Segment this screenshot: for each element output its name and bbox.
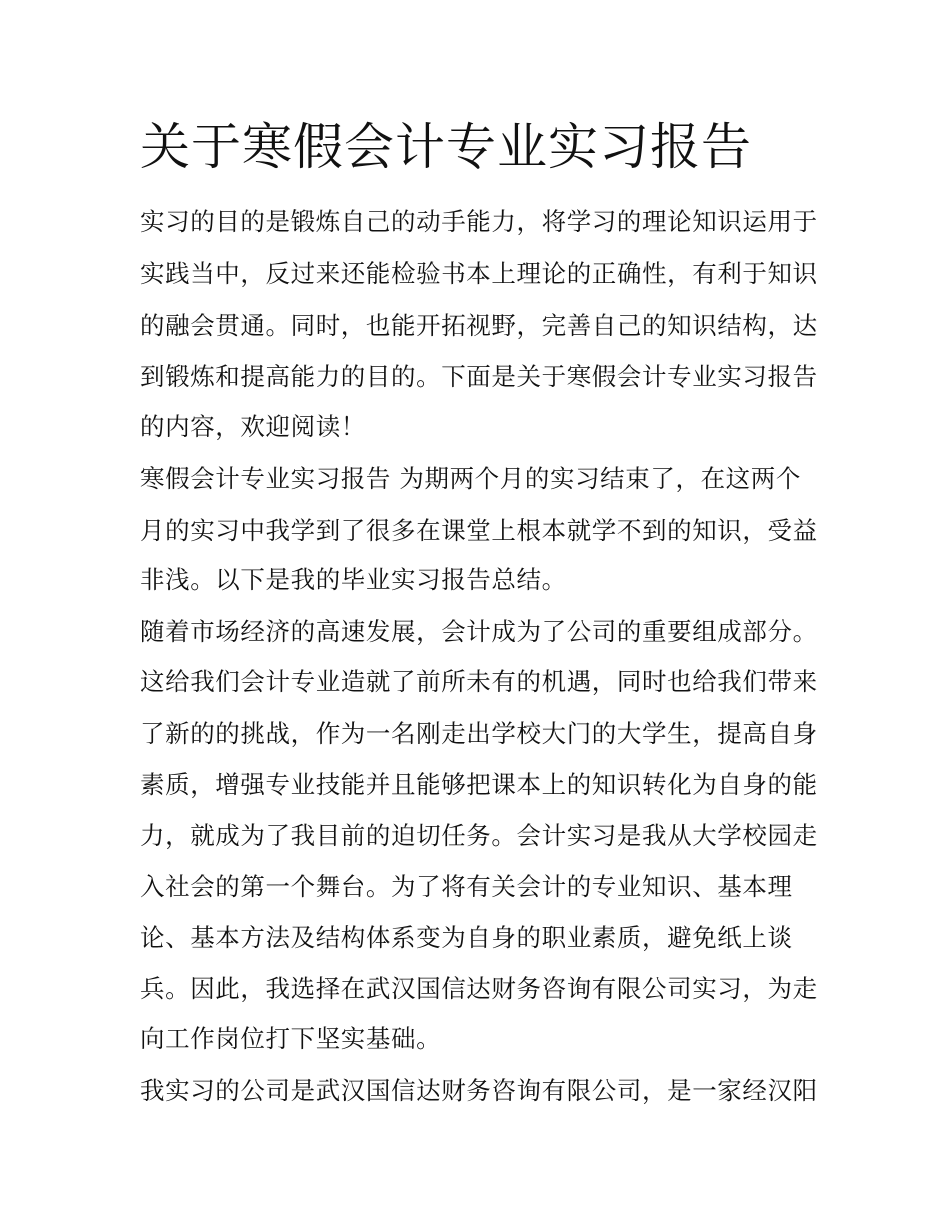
body-line: 论、基本方法及结构体系变为自身的职业素质，避免纸上谈 xyxy=(140,923,793,952)
body-line: 随着市场经济的高速发展，会计成为了公司的重要组成部分。 xyxy=(140,617,818,646)
body-line: 我实习的公司是武汉国信达财务咨询有限公司，是一家经汉阳 xyxy=(140,1076,818,1105)
body-line: 实习的目的是锻炼自己的动手能力，将学习的理论知识运用于 xyxy=(140,207,818,236)
body-line: 素质，增强专业技能并且能够把课本上的知识转化为自身的能 xyxy=(140,770,818,799)
body-line: 的融会贯通。同时，也能开拓视野，完善自己的知识结构，达 xyxy=(140,311,818,340)
body-line: 力，就成为了我目前的迫切任务。会计实习是我从大学校园走 xyxy=(140,821,818,850)
body-line: 月的实习中我学到了很多在课堂上根本就学不到的知识，受益 xyxy=(140,516,818,545)
body-line: 寒假会计专业实习报告 为期两个月的实习结束了，在这两个 xyxy=(140,464,801,493)
body-line: 入社会的第一个舞台。为了将有关会计的专业知识、基本理 xyxy=(140,872,793,901)
body-line: 兵。因此，我选择在武汉国信达财务咨询有限公司实习，为走 xyxy=(140,974,818,1003)
body-line: 向工作岗位打下坚实基础。 xyxy=(140,1024,442,1053)
body-line: 非浅。以下是我的毕业实习报告总结。 xyxy=(140,565,567,594)
body-line: 的内容，欢迎阅读！ xyxy=(140,412,366,441)
body-line: 到锻炼和提高能力的目的。下面是关于寒假会计专业实习报告 xyxy=(140,362,818,391)
body-line: 了新的的挑战，作为一名刚走出学校大门的大学生，提高自身 xyxy=(140,719,818,748)
body-line: 这给我们会计专业造就了前所未有的机遇，同时也给我们带来 xyxy=(140,667,818,696)
body-line: 实践当中，反过来还能检验书本上理论的正确性，有利于知识 xyxy=(140,259,818,288)
document-title: 关于寒假会计专业实习报告 xyxy=(140,118,752,176)
